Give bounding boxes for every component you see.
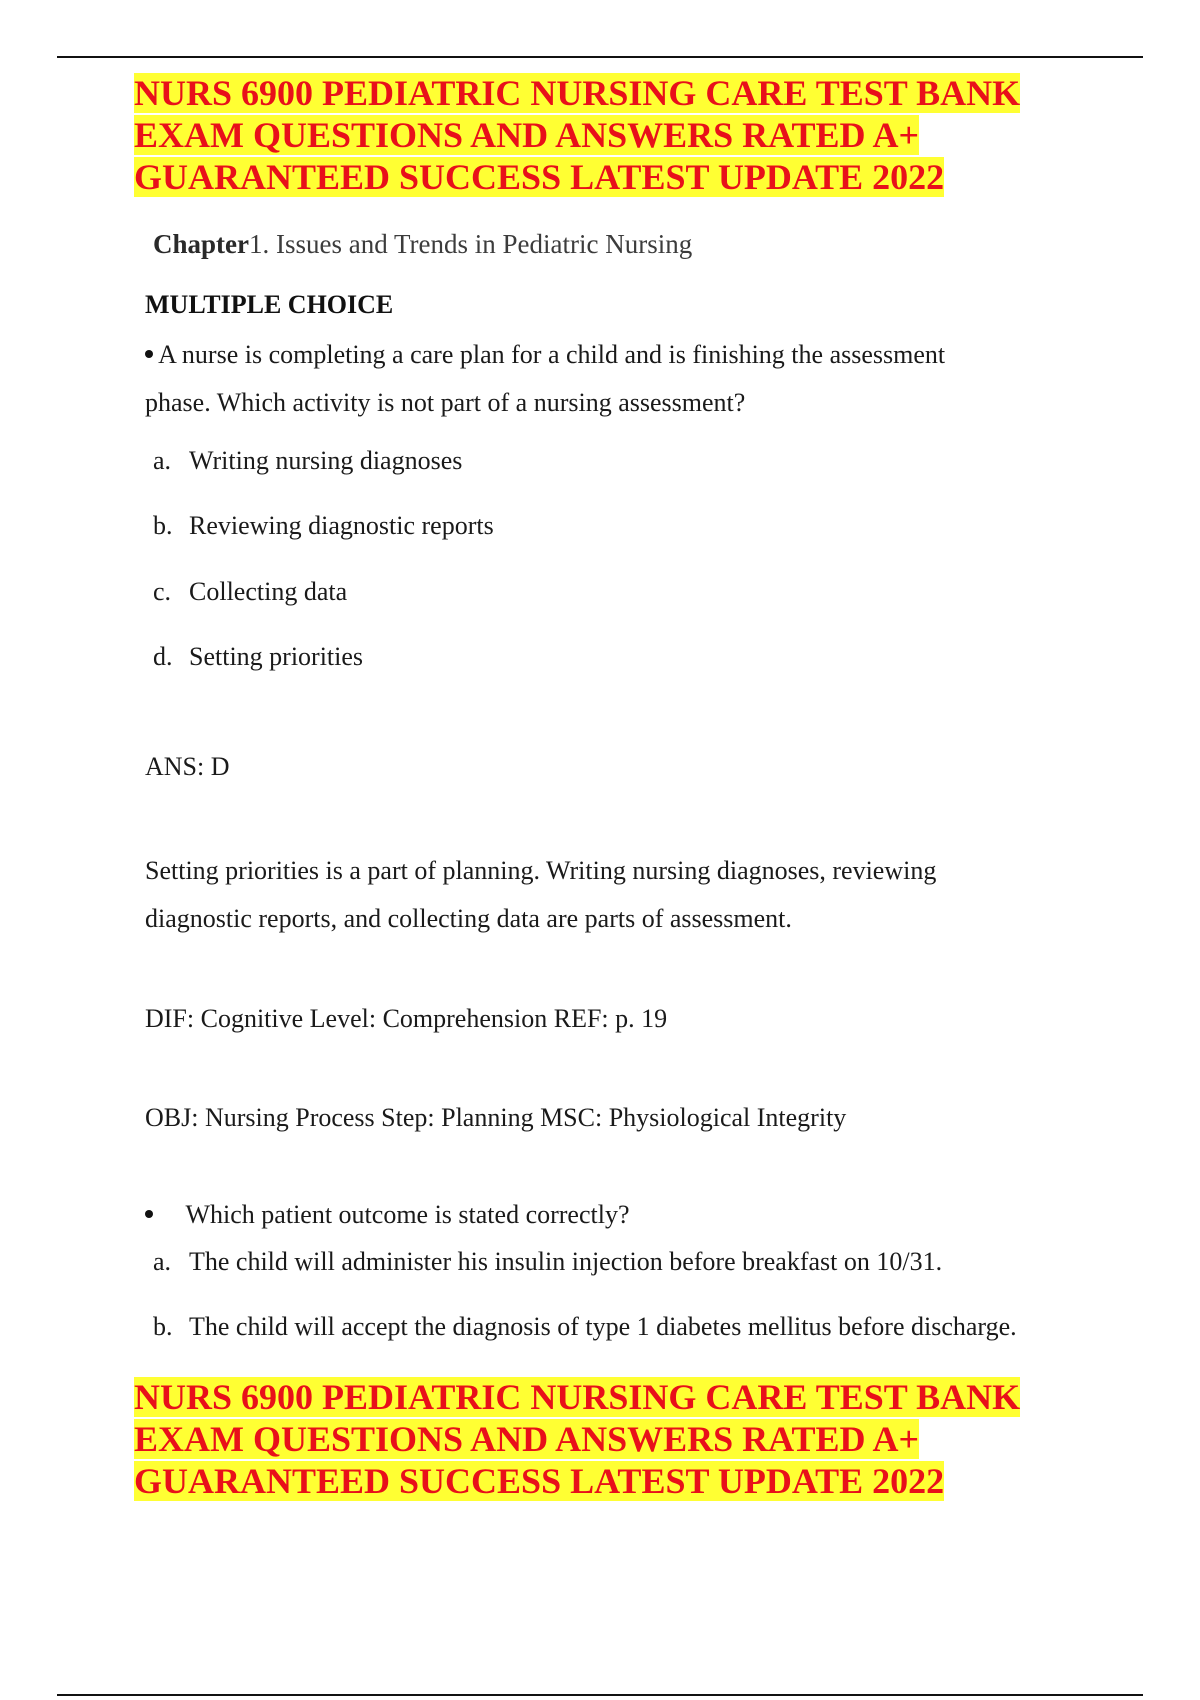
chapter-heading: [153, 229, 692, 260]
question-1-line-1: A nurse is completing a care plan for a child and is finishing the assessment: [158, 340, 946, 369]
q1-rationale: [145, 847, 1105, 943]
q1-rationale-line-2: diagnostic reports, and collecting data are parts of assessment.: [145, 904, 792, 933]
question-2-text: Which patient outcome is stated correctly?: [185, 1200, 630, 1229]
section-title: MULTIPLE CHOICE: [145, 290, 394, 319]
bottom-rule: [57, 1694, 1143, 1696]
document-title-banner-top: [134, 72, 1054, 198]
banner-line-2: EXAM QUESTIONS AND ANSWERS RATED A+: [134, 115, 920, 155]
q1-obj-msc: OBJ: Nursing Process Step: Planning MSC: Physiological Integrity: [145, 1103, 847, 1132]
banner-line-1: NURS 6900 PEDIATRIC NURSING CARE TEST BANK: [134, 1377, 1021, 1417]
q1-answer: ANS: D: [145, 752, 230, 781]
question-2-stem: [145, 1199, 1105, 1231]
q2-option-a: a. The child will administer his insulin injection before breakfast on 10/31.: [153, 1247, 943, 1276]
question-1-line-2: phase. Which activity is not part of a nursing assessment?: [145, 388, 746, 417]
q1-option-d: d. Setting priorities: [153, 642, 364, 671]
chapter-label: Chapter: [153, 229, 249, 259]
q1-dif-ref: DIF: Cognitive Level: Comprehension REF: p. 19: [145, 1004, 668, 1033]
banner-line-3: GUARANTEED SUCCESS LATEST UPDATE 2022: [134, 157, 945, 197]
question-1-stem: [145, 331, 1105, 427]
q1-option-a: a. Writing nursing diagnoses: [153, 446, 463, 475]
banner-line-3: GUARANTEED SUCCESS LATEST UPDATE 2022: [134, 1461, 945, 1501]
top-rule: [57, 56, 1143, 58]
q2-option-b: b. The child will accept the diagnosis of type 1 diabetes mellitus before discharge.: [153, 1312, 1017, 1341]
q1-rationale-line-1: Setting priorities is a part of planning. Writing nursing diagnoses, reviewing: [145, 856, 937, 885]
bullet-icon: [145, 1210, 153, 1218]
banner-line-1: NURS 6900 PEDIATRIC NURSING CARE TEST BANK: [134, 73, 1021, 113]
banner-line-2: EXAM QUESTIONS AND ANSWERS RATED A+: [134, 1419, 920, 1459]
chapter-title: 1. Issues and Trends in Pediatric Nursing: [249, 229, 693, 259]
bullet-icon: [145, 350, 153, 358]
q1-option-b: b. Reviewing diagnostic reports: [153, 511, 494, 540]
q1-option-c: c. Collecting data: [153, 577, 348, 606]
document-title-banner-bottom: [134, 1376, 1054, 1502]
